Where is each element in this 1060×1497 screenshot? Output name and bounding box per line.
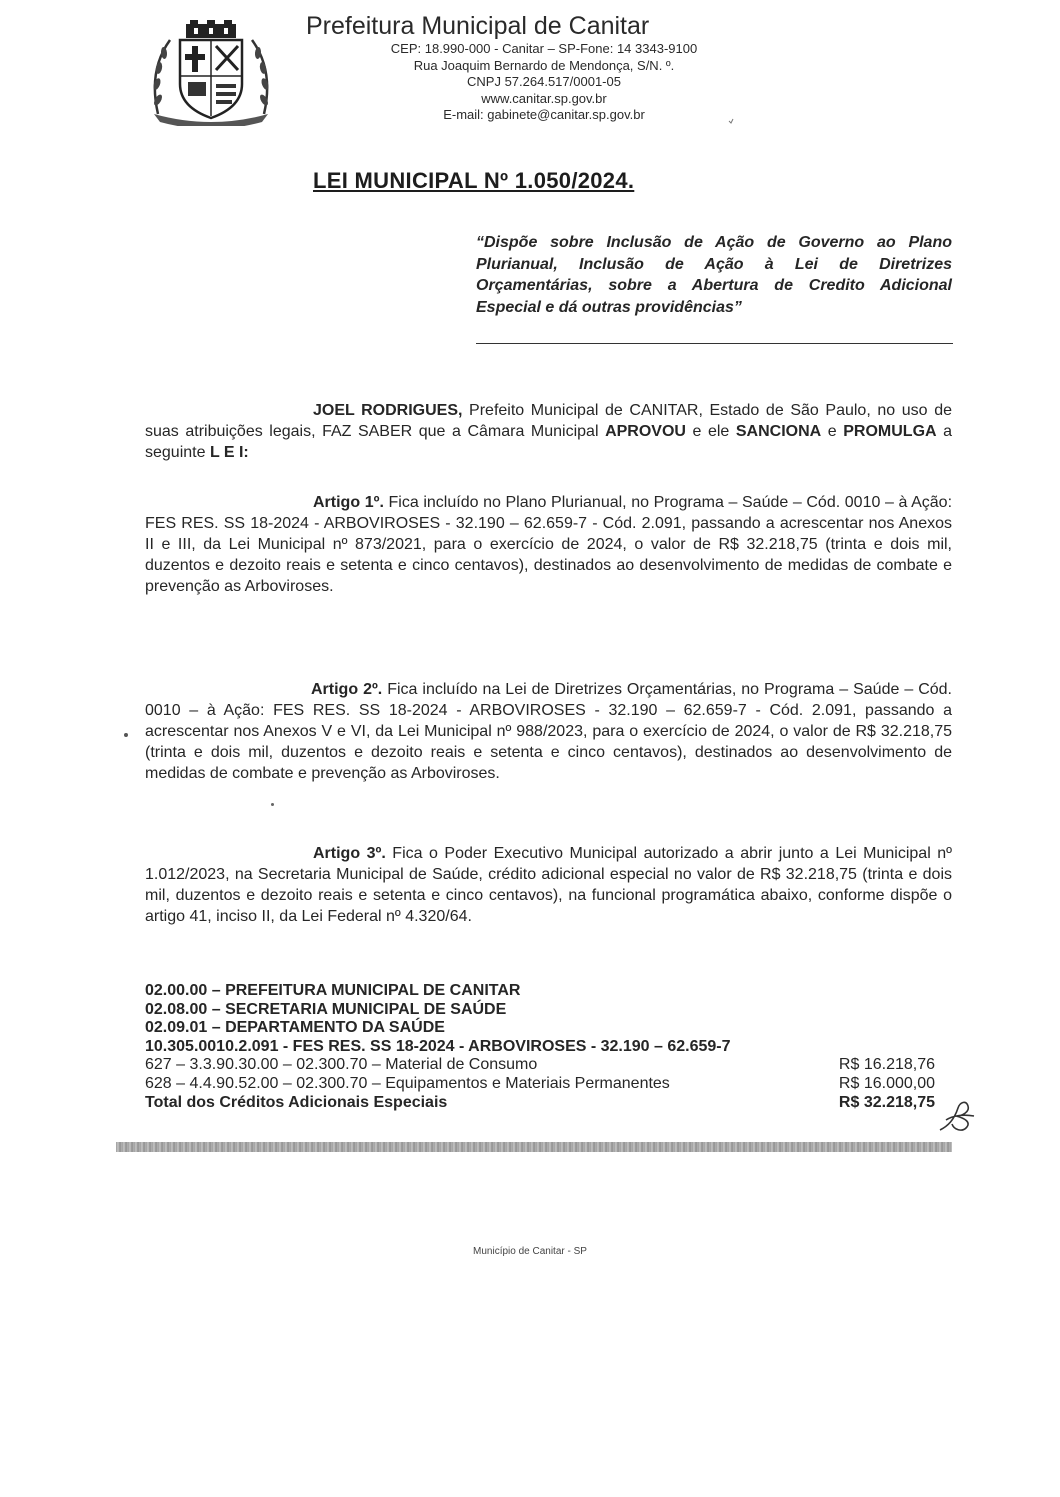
mayor-name: JOEL RODRIGUES,	[313, 402, 463, 419]
address-postal-code-line: CEP: 18.990-000 - Canitar – SP-Fone: 14 3343-9100	[390, 41, 698, 56]
article-3-label: Artigo 3º.	[313, 845, 386, 862]
law-summary: “Dispõe sobre Inclusão de Ação de Governo ao Plano Plurianual, Inclusão de Ação à Lei de Diretrizes Orçamentárias, sobre a Abertura de Credito Adicional Especial e dá outras providências”	[476, 234, 952, 316]
margin-dot	[124, 733, 128, 737]
municipal-crest-logo	[148, 18, 274, 126]
address-street-line: Rua Joaquim Bernardo de Mendonça, S/N. º.	[413, 57, 675, 73]
budget-total-value: R$ 32.218,75	[838, 1093, 935, 1111]
article-1	[145, 492, 952, 597]
budget-unit-line: 02.00.00 – PREFEITURA MUNICIPAL DE CANITAR	[145, 982, 521, 999]
budget-total-label: Total dos Créditos Adicionais Especiais	[145, 1093, 448, 1111]
budget-item-description: 627 – 3.3.90.30.00 – 02.300.70 – Material de Consumo	[145, 1056, 538, 1074]
margin-dot	[271, 803, 274, 806]
organization-contact-info	[344, 41, 744, 124]
website-link[interactable]: www.canitar.sp.gov.br	[481, 90, 607, 106]
article-2-label: Artigo 2º.	[311, 681, 383, 698]
handwritten-initials-signature	[936, 1096, 978, 1136]
budget-unit-line: 02.09.01 – DEPARTAMENTO DA SAÚDE	[145, 1019, 445, 1037]
enactment-clause: JOEL RODRIGUES, Prefeito Municipal de CANITAR, Estado de São Paulo, no uso de suas atribuições legais, FAZ SABER que a Câmara Municipal APROVOU e ele SANCIONA e PROMULGA a seguinte L E I:	[145, 402, 953, 461]
budget-total-row	[145, 1094, 935, 1113]
budget-item-row	[145, 1075, 935, 1094]
budget-item-description: 628 – 4.4.90.52.00 – 02.300.70 – Equipamentos e Materiais Permanentes	[145, 1074, 670, 1092]
article-2-text: Fica incluído na Lei de Diretrizes Orçamentárias, no Programa – Saúde – Cód. 0010 – à Ação: FES RES. SS 18-2024 - ARBOVIROSES - 32.190 – 62.659-7 - Cód. 2.091, passando a acrescentar nos Anexos V e VI, da Lei Municipal nº 988/2023, para o exercício de 2024, o valor de R$ 32.218,75 (trinta e dois mil, duzentos e dezoito reais e setenta e cinco centavos), destinados ao desenvolvimento de medidas de combate e prevenção as Arboviroses.	[145, 681, 953, 782]
organization-name: Prefeitura Municipal de Canitar	[306, 12, 650, 40]
budget-unit-line: 02.08.00 – SECRETARIA MUNICIPAL DE SAÚDE	[145, 1000, 507, 1018]
footer-municipality: Município de Canitar - SP	[473, 1246, 587, 1257]
scan-mark-icon	[728, 118, 734, 124]
article-1-text: Fica incluído no Plano Plurianual, no Programa – Saúde – Cód. 0010 – à Ação: FES RES. SS 18-2024 - ARBOVIROSES - 32.190 – 62.659-7 - Cód. 2.091, passando a acrescentar nos Anexos II e III, da Lei Municipal nº 873/2021, para o exercício de 2024, o valor de R$ 32.218,75 (trinta e dois mil, duzentos e dezoito reais e setenta e cinco centavos), destinados ao desenvolvimento de medidas de combate e prevenção as Arboviroses.	[145, 494, 953, 595]
article-3	[145, 843, 952, 927]
budget-item-value: R$ 16.218,76	[838, 1056, 935, 1074]
budget-action-line: 10.305.0010.2.091 - FES RES. SS 18-2024 - ARBOVIROSES - 32.190 – 62.659-7	[145, 1037, 731, 1055]
footer-scan-band-divider	[116, 1142, 952, 1152]
summary-underline-divider	[476, 343, 953, 344]
budget-item-value: R$ 16.000,00	[838, 1074, 935, 1092]
budget-item-row	[145, 1056, 935, 1075]
article-3-text: Fica o Poder Executivo Municipal autorizado a abrir junto a Lei Municipal nº 1.012/2023, na Secretaria Municipal de Saúde, crédito adicional especial no valor de R$ 32.218,75 (trinta e dois mil, duzentos e dezoito reais e setenta e cinco centavos), na funcional programática abaixo, conforme dispõe o artigo 41, inciso II, da Lei Federal nº 4.320/64.	[145, 845, 952, 925]
article-1-label: Artigo 1º.	[313, 494, 384, 511]
budget-allocation-block	[145, 982, 935, 1112]
law-title: LEI MUNICIPAL Nº 1.050/2024.	[313, 168, 635, 193]
cnpj-line: CNPJ 57.264.517/0001-05	[467, 74, 621, 89]
email-link[interactable]: E-mail: gabinete@canitar.sp.gov.br	[443, 107, 645, 122]
article-2	[145, 679, 952, 784]
